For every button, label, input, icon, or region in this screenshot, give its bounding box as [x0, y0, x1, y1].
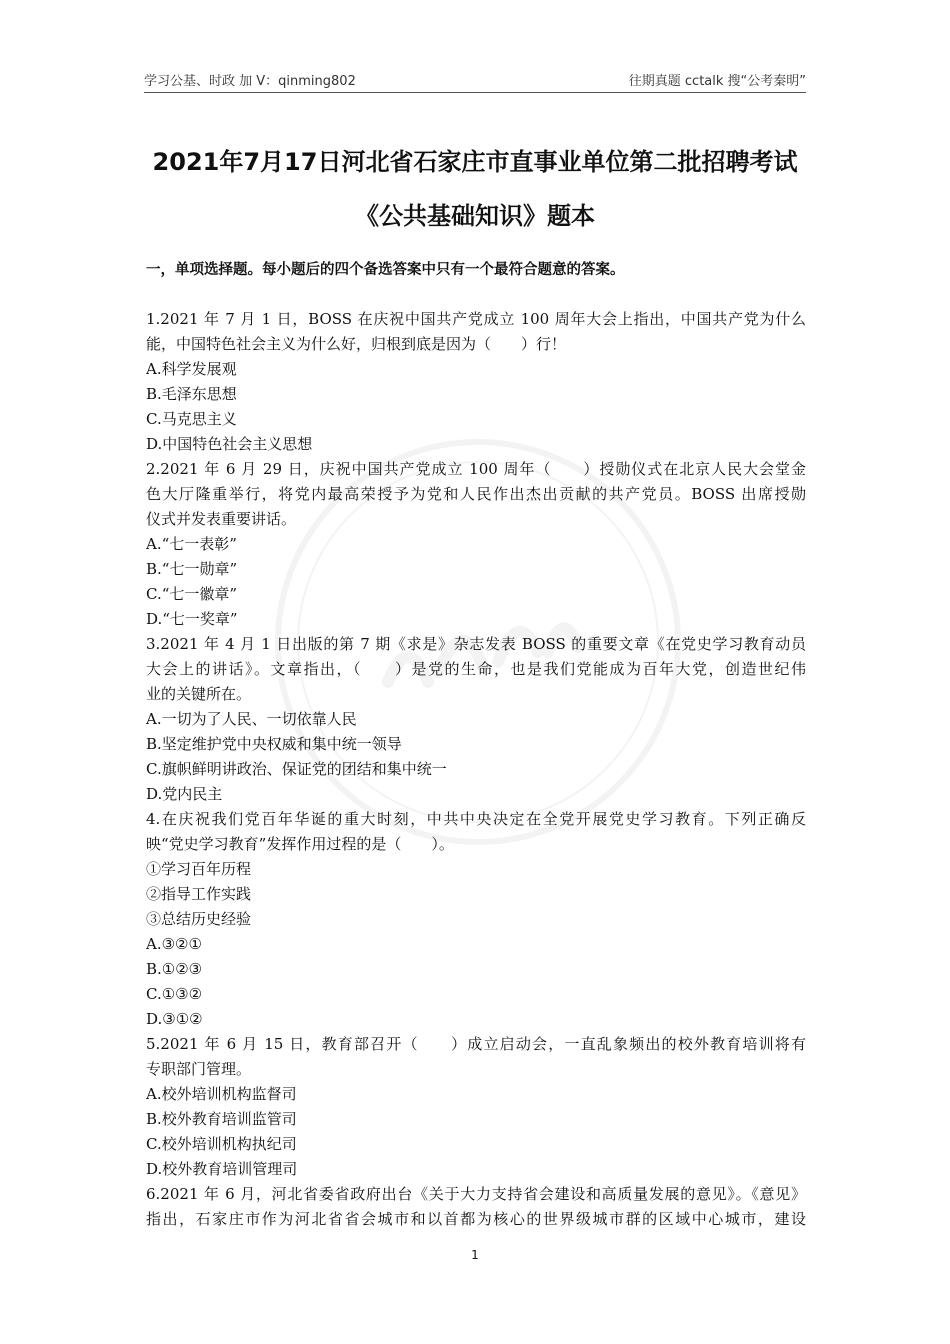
text-line: 色大厅隆重举行，将党内最高荣授予为党和人民作出杰出贡献的共产党员。BOSS 出席授勋: [146, 485, 806, 503]
text-line: 2.2021 年 6 月 29 日，庆祝中国共产党成立 100 周年（ ）授勋仪式在北京人民大会堂金: [146, 460, 806, 478]
document-title-line2: 《公共基础知识》题本: [355, 202, 595, 230]
text-line: 6.2021 年 6 月，河北省委省政府出台《关于大力支持省会建设和高质量发展的意见》。《意见》: [146, 1185, 806, 1203]
text-line: D.中国特色社会主义思想: [146, 435, 313, 453]
header-left-text: 学习公基、时政 加 V：qinming802: [144, 74, 356, 89]
document-title-line1: 2021年7月17日河北省石家庄市直事业单位第二批招聘考试: [152, 148, 798, 176]
text-line: D.③①②: [146, 1010, 203, 1028]
text-line: D.党内民主: [146, 785, 223, 803]
question-content: [146, 307, 806, 1232]
text-line: B.毛泽东思想: [146, 385, 237, 403]
text-line: B.校外教育培训监管司: [146, 1110, 297, 1128]
page-number: 1: [471, 1248, 479, 1262]
header-right-text: 往期真题 cctalk 搜“公考秦明”: [628, 74, 806, 89]
text-line: 能，中国特色社会主义为什么好，归根到底是因为（ ）行！: [146, 335, 567, 353]
text-line: B.坚定维护党中央权威和集中统一领导: [146, 735, 402, 753]
text-line: A.“七一表彰”: [146, 535, 237, 553]
text-line: A.③②①: [146, 935, 202, 953]
text-line: 仪式并发表重要讲话。: [146, 510, 297, 528]
text-line: ②指导工作实践: [146, 885, 252, 903]
text-line: ③总结历史经验: [146, 910, 252, 928]
text-line: C.校外培训机构执纪司: [146, 1135, 297, 1153]
text-line: D.校外教育培训管理司: [146, 1160, 298, 1178]
text-line: C.马克思主义: [146, 410, 237, 428]
text-line: 5.2021 年 6 月 15 日，教育部召开（ ）成立启动会，一直乱象频出的校外教育培训将有: [146, 1035, 806, 1053]
text-line: 业的关键所在。: [146, 685, 252, 703]
text-line: 专职部门管理。: [146, 1060, 252, 1078]
text-line: 3.2021 年 4 月 1 日出版的第 7 期《求是》杂志发表 BOSS 的重要文章《在党史学习教育动员: [146, 635, 806, 653]
text-line: 大会上的讲话》。文章指出，（ ）是党的生命，也是我们党能成为百年大党，创造世纪伟: [146, 660, 806, 678]
text-line: 1.2021 年 7 月 1 日，BOSS 在庆祝中国共产党成立 100 周年大会上指出，中国共产党为什么: [146, 310, 806, 328]
text-line: A.校外培训机构监督司: [146, 1085, 297, 1103]
text-line: A.一切为了人民、一切依靠人民: [146, 710, 357, 728]
text-line: B.“七一勋章”: [146, 560, 238, 578]
text-line: C.①③②: [146, 985, 203, 1003]
text-line: C.旗帜鲜明讲政治、保证党的团结和集中统一: [146, 760, 447, 778]
text-line: 映“党史学习教育”发挥作用过程的是（ ）。: [146, 835, 454, 853]
section-instruction: 一，单项选择题。每小题后的四个备选答案中只有一个最符合题意的答案。: [146, 262, 625, 278]
text-line: 4.在庆祝我们党百年华诞的重大时刻，中共中央决定在全党开展党史学习教育。下列正确反: [146, 810, 806, 828]
text-line: 指出，石家庄市作为河北省省会城市和以首都为核心的世界级城市群的区域中心城市，建设: [146, 1210, 806, 1228]
page-header: [144, 68, 806, 93]
text-line: D.“七一奖章”: [146, 610, 238, 628]
text-line: ①学习百年历程: [146, 860, 252, 878]
text-line: B.①②③: [146, 960, 203, 978]
text-line: C.“七一徽章”: [146, 585, 238, 603]
text-line: A.科学发展观: [146, 360, 237, 378]
